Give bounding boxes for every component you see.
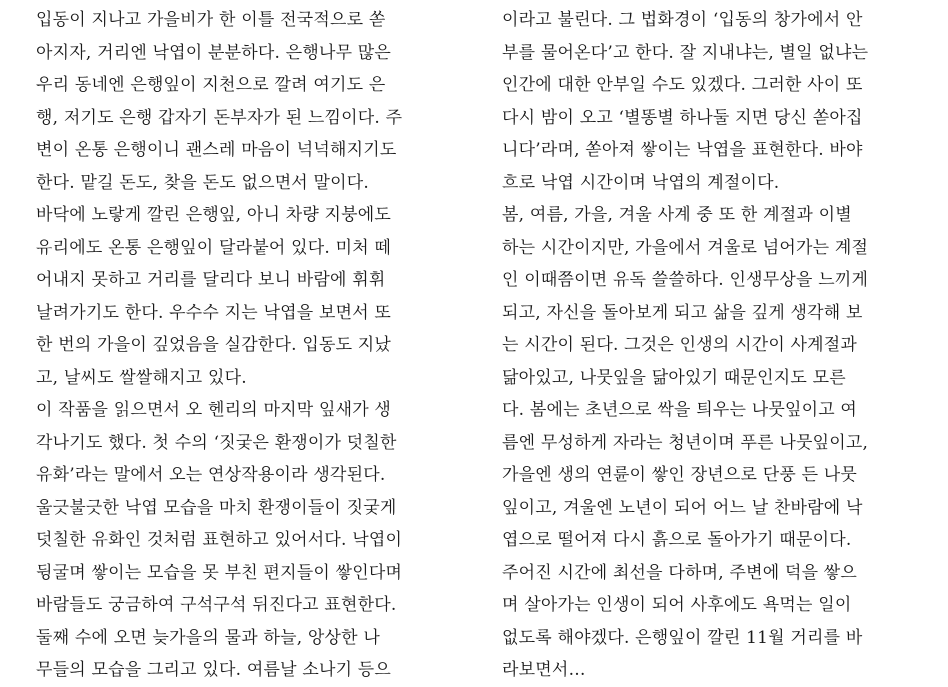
right-text-column [502, 4, 922, 687]
text-line: 각나기도 했다. 첫 수의 ‘짓궂은 환쟁이가 덧칠한 [36, 432, 397, 453]
text-line: 어내지 못하고 거리를 달리다 보니 바람에 휘휘 [36, 270, 386, 290]
text-line: 둘째 수에 오면 늦가을의 물과 하늘, 앙상한 나 [36, 627, 381, 648]
text-line: 울긋불긋한 낙엽 모습을 마치 환쟁이들이 짓궂게 [36, 497, 397, 518]
text-line: 다시 밤이 오고 ‘별똥별 하나둘 지면 당신 쏟아집 [502, 107, 863, 128]
text-line: 닮아있고, 나뭇잎을 닮아있기 때문인지도 모른 [502, 367, 846, 388]
text-line: 인간에 대한 안부일 수도 있겠다. 그러한 사이 또 [502, 75, 863, 95]
text-line: 인 이때쯤이면 유독 쓸쓸하다. 인생무상을 느끼게 [502, 270, 869, 290]
text-line: 유화’라는 말에서 오는 연상작용이라 생각된다. [36, 465, 386, 485]
text-line: 름엔 무성하게 자라는 청년이며 푸른 나뭇잎이고, [502, 432, 869, 453]
text-line: 엽으로 떨어져 다시 흙으로 돌아가기 때문이다. [502, 530, 852, 550]
text-line: 아지자, 거리엔 낙엽이 분분하다. 은행나무 많은 [36, 42, 392, 63]
text-line: 라보면서… [502, 660, 586, 680]
text-line: 흐로 낙엽 시간이며 낙엽의 계절이다. [502, 172, 780, 193]
text-line: 행, 저기도 은행 갑자기 돈부자가 된 느낌이다. 주 [36, 107, 403, 128]
text-line: 뒹굴며 쌓이는 모습을 못 부친 편지들이 쌓인다며 [36, 562, 403, 583]
text-line: 바람들도 궁금하여 구석구석 뒤진다고 표현한다. [36, 595, 397, 615]
text-line: 니다’라며, 쏟아져 쌓이는 낙엽을 표현한다. 바야 [502, 140, 863, 160]
text-line: 바닥에 노랗게 깔린 은행잎, 아니 차량 지붕에도 [36, 205, 392, 225]
text-line: 한 번의 가을이 깊었음을 실감한다. 입동도 지났 [36, 335, 392, 355]
text-line: 이 작품을 읽으면서 오 헨리의 마지막 잎새가 생 [36, 400, 392, 420]
text-line: 가을엔 생의 연륜이 쌓인 장년으로 단풍 든 나뭇 [502, 465, 858, 485]
text-line: 주어진 시간에 최선을 다하며, 주변에 덕을 쌓으 [502, 562, 858, 583]
text-line: 날려가기도 한다. 우수수 지는 낙엽을 보면서 또 [36, 302, 392, 323]
text-line: 부를 물어온다’고 한다. 잘 지내냐는, 별일 없냐는 [502, 42, 869, 63]
text-line: 입동이 지나고 가을비가 한 이틀 전국적으로 쏟 [36, 10, 386, 30]
text-line: 고, 날씨도 쌀쌀해지고 있다. [36, 367, 247, 388]
text-line: 는 시간이 된다. 그것은 인생의 시간이 사계절과 [502, 335, 858, 355]
text-line: 한다. 맡길 돈도, 찾을 돈도 없으면서 말이다. [36, 172, 370, 193]
left-text-column [36, 4, 456, 687]
text-line: 하는 시간이지만, 가을에서 겨울로 넘어가는 계절 [502, 237, 869, 258]
text-line: 덧칠한 유화인 것처럼 표현하고 있어서다. 낙엽이 [36, 530, 403, 550]
text-line: 유리에도 온통 은행잎이 달라붙어 있다. 미처 떼 [36, 237, 392, 258]
text-line: 봄, 여름, 가을, 겨울 사계 중 또 한 계절과 이별 [502, 205, 852, 225]
text-line: 무들의 모습을 그리고 있다. 여름날 소나기 등으 [36, 660, 392, 680]
text-line: 잎이고, 겨울엔 노년이 되어 어느 날 찬바람에 낙 [502, 497, 863, 518]
text-line: 우리 동네엔 은행잎이 지천으로 깔려 여기도 은 [36, 75, 386, 95]
text-line: 며 살아가는 인생이 되어 사후에도 욕먹는 일이 [502, 595, 852, 615]
text-line: 되고, 자신을 돌아보게 되고 삶을 깊게 생각해 보 [502, 302, 863, 323]
text-line: 변이 온통 은행이니 괜스레 마음이 넉넉해지기도 [36, 140, 397, 160]
text-line: 이라고 불린다. 그 법화경이 ‘입동의 창가에서 안 [502, 10, 863, 30]
text-line: 다. 봄에는 초년으로 싹을 틔우는 나뭇잎이고 여 [502, 400, 858, 420]
text-line: 없도록 해야겠다. 은행잎이 깔린 11월 거리를 바 [502, 627, 863, 648]
